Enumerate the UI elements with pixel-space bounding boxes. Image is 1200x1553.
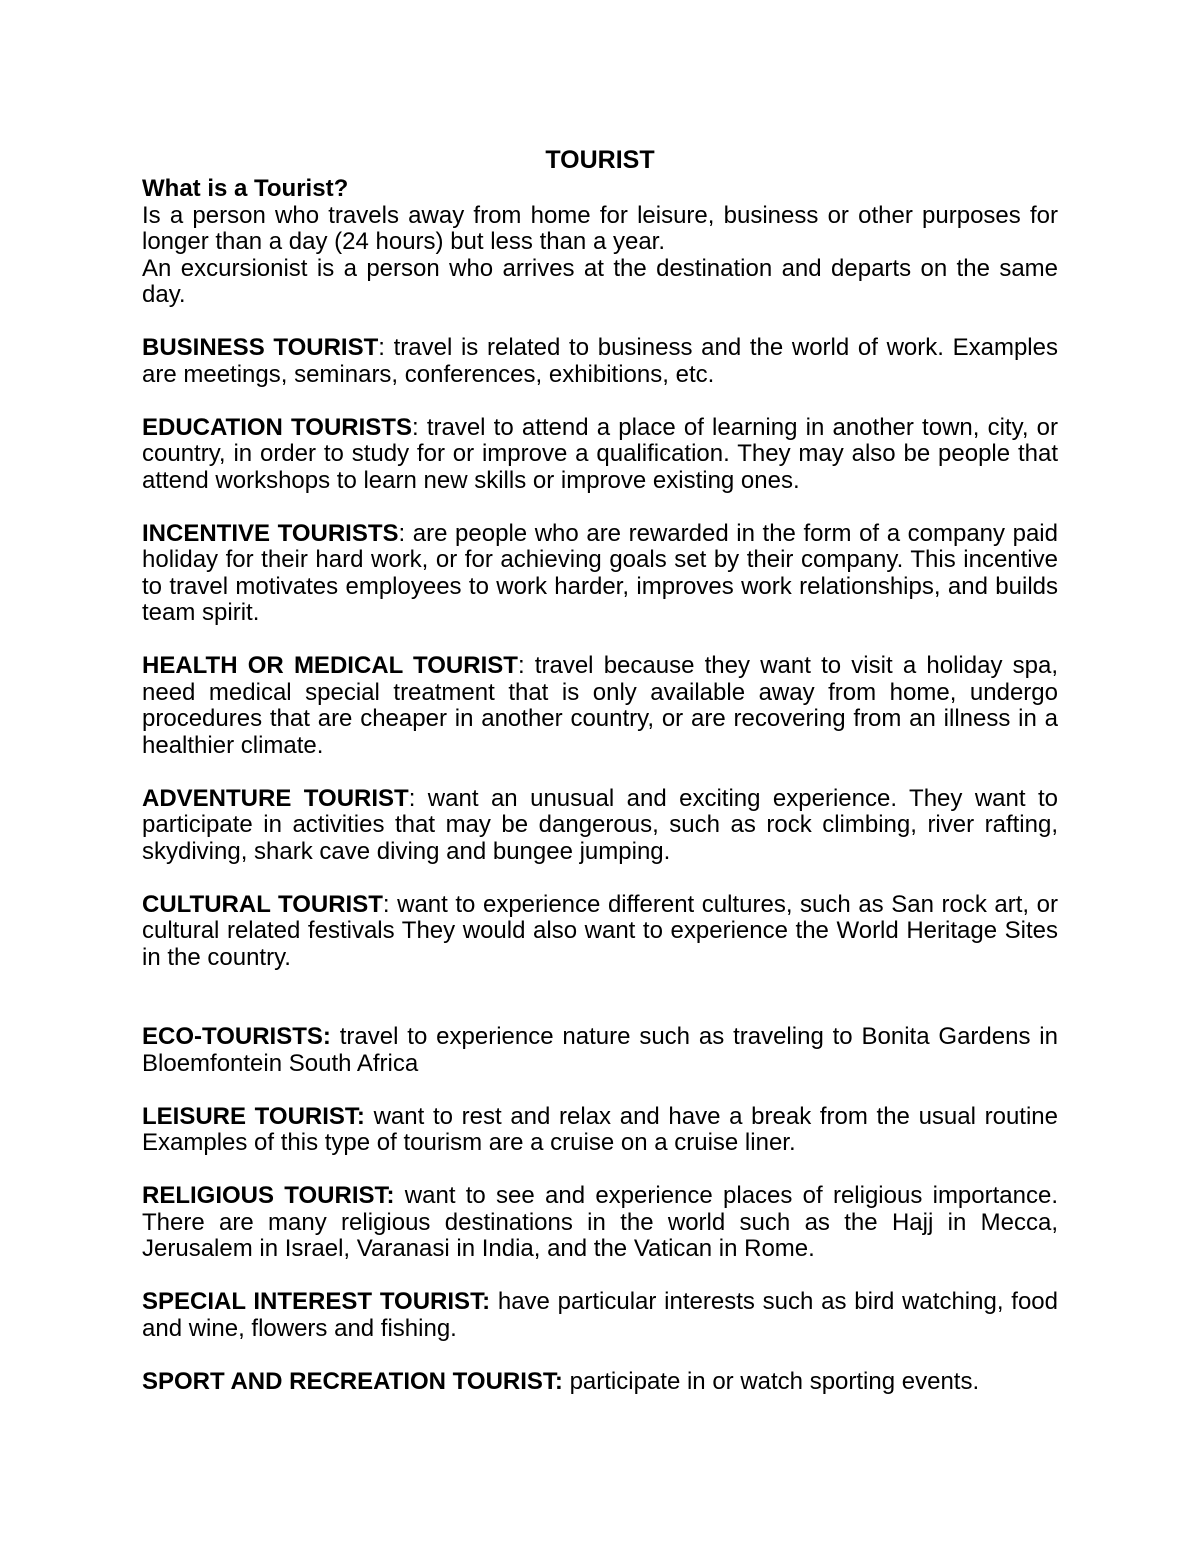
intro-question-heading: What is a Tourist? <box>142 175 349 202</box>
document-body <box>142 146 1058 1422</box>
section-text: travel to attend a place of learning in another town, city, or country, in order to study for or improve a qualification. They may also be people that attend workshops to learn new skills or improve existing ones. <box>142 413 1059 494</box>
section-term: SPECIAL INTEREST TOURIST: <box>142 1288 491 1315</box>
excursionist-paragraph: An excursionist is a person who arrives at the destination and departs on the same day. <box>142 254 1058 308</box>
section-leisure-tourist <box>142 1104 1058 1157</box>
section-adventure-tourist <box>142 786 1058 866</box>
tourist-definition-paragraph: Is a person who travels away from home for leisure, business or other purposes for longer than a day (24 hours) but less than a year. <box>142 201 1058 255</box>
section-separator: : <box>378 334 385 361</box>
section-term: CULTURAL TOURIST <box>142 890 383 918</box>
section-text: travel to experience nature such as traveling to Bonita Gardens in Bloemfontein South Africa <box>142 1023 1058 1077</box>
section-term: BUSINESS TOURIST <box>142 334 379 361</box>
section-text: want to see and experience places of religious importance. There are many religious destinations in the world such as the Hajj in Mecca, Jerusalem in Israel, Varanasi in India, and the Vatican in Rome. <box>142 1182 1059 1262</box>
section-separator: : <box>408 784 416 812</box>
section-text: want to rest and relax and have a break from the usual routine Examples of this type of tourism are a cruise on a cruise liner. <box>142 1102 1058 1156</box>
section-eco-tourists <box>142 1024 1058 1077</box>
section-incentive-tourists <box>142 521 1058 627</box>
section-text: are people who are rewarded in the form of a company paid holiday for their hard work, or for achieving goals set by their company. This incentive to travel motivates employees to work harder, improves work relationships, and builds team spirit. <box>142 519 1058 626</box>
paragraph-spacer <box>142 309 1058 336</box>
section-term: EDUCATION TOURISTS <box>142 413 412 441</box>
section-text: travel is related to business and the world of work. Examples are meetings, seminars, conferences, exhibitions, etc. <box>142 334 1058 388</box>
section-separator: : <box>382 890 390 918</box>
section-special-interest-tourist <box>142 1289 1058 1342</box>
section-term: RELIGIOUS TOURIST: <box>142 1182 395 1209</box>
section-text: participate in or watch sporting events. <box>562 1367 980 1395</box>
section-cultural-tourist <box>142 892 1058 972</box>
section-separator: : <box>398 519 406 547</box>
section-term: ADVENTURE TOURIST <box>142 784 409 812</box>
section-separator: : <box>517 652 525 679</box>
section-text: want an unusual and exciting experience. They want to participate in activities that may be dangerous, such as rock climbing, river rafting, skydiving, shark cave diving and bungee jumping. <box>142 784 1058 865</box>
section-text: have particular interests such as bird watching, food and wine, flowers and fishing. <box>142 1288 1058 1342</box>
section-term: INCENTIVE TOURISTS <box>142 519 399 547</box>
section-health-medical-tourist <box>142 653 1058 759</box>
section-business-tourist <box>142 335 1058 388</box>
section-term: SPORT AND RECREATION TOURIST: <box>142 1367 563 1395</box>
section-term: LEISURE TOURIST: <box>142 1102 365 1130</box>
section-education-tourists <box>142 415 1058 495</box>
paragraph-spacer <box>142 998 1058 1025</box>
section-term: HEALTH OR MEDICAL TOURIST <box>142 652 518 679</box>
section-text: travel because they want to visit a holiday spa, need medical special treatment that is only available away from home, undergo procedures that are cheaper in another country, or are recovering from an illness in a healthier climate. <box>142 652 1058 759</box>
section-religious-tourist <box>142 1183 1058 1263</box>
section-term: ECO-TOURISTS: <box>142 1023 331 1050</box>
section-sport-recreation-tourist <box>142 1369 1058 1396</box>
section-separator: : <box>411 413 419 441</box>
section-text: want to experience different cultures, such as San rock art, or cultural related festivals They would also want to experience the World Heritage Sites in the country. <box>142 890 1058 971</box>
page-title: TOURIST <box>545 146 655 174</box>
